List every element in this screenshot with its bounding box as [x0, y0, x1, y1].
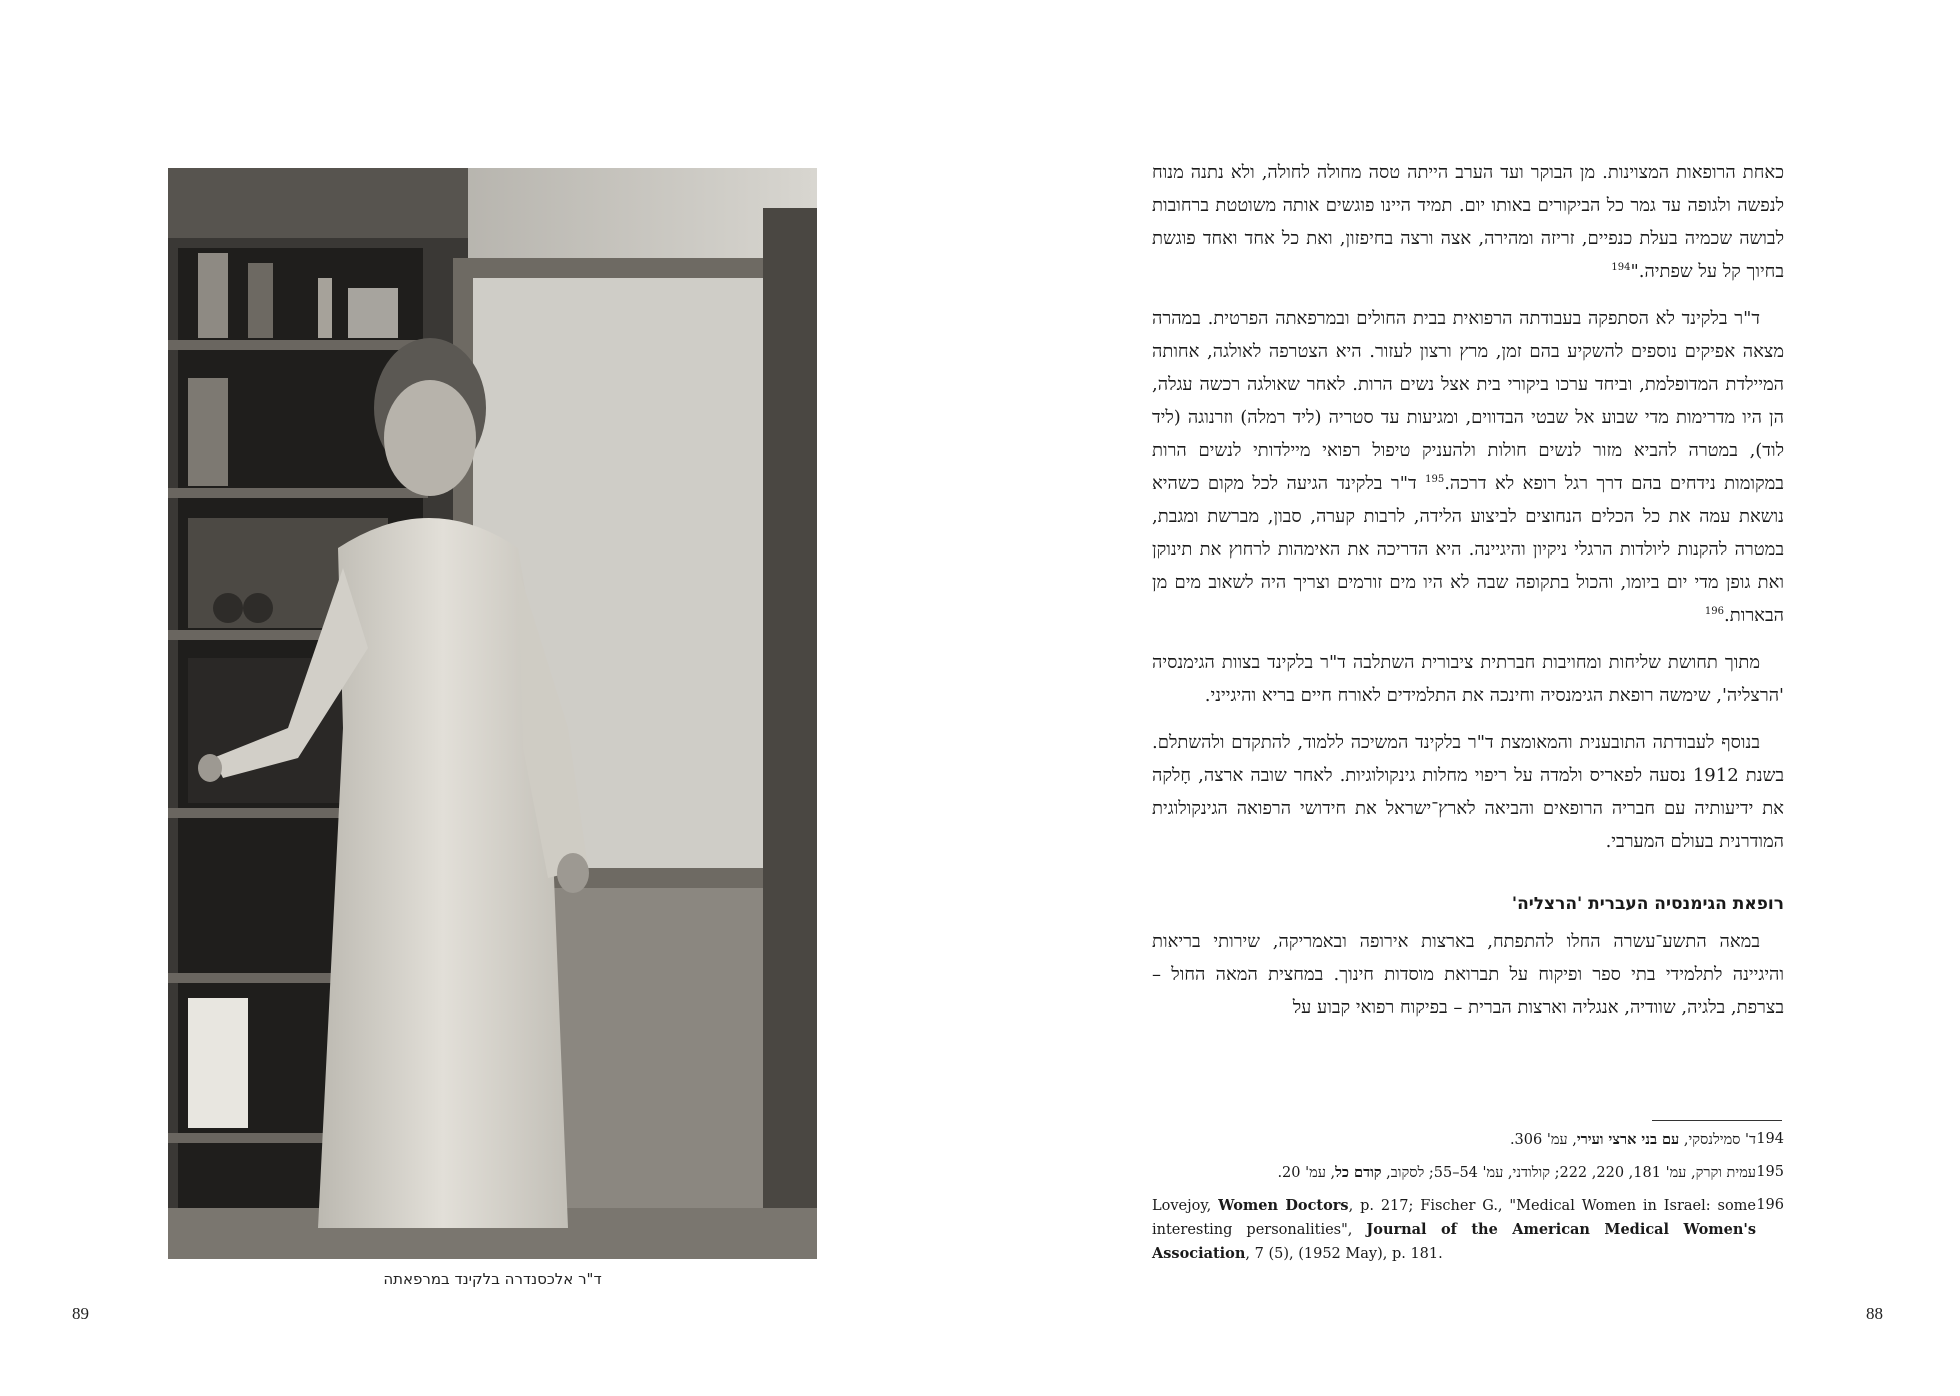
footnote-ref-195[interactable]: 195 — [1425, 474, 1445, 485]
footnote-196 — [1152, 1194, 1784, 1266]
paragraph-2-text: ד"ר בלקינד לא הסתפקה בעבודתה הרפואית בבית החולים ובמרפאתה הפרטית. במהרה מצאה אפיקים נוספים להשקיע בהם זמן, מרץ ורצון לעזור. היא הצטרפה לאולגה, אחותה המיילדת המדופלמת, וביחד ערכו ביקורי בית אצל נשים הרות. לאחר שאולגה רכשה עגלה, הן היו מדרימות מדי שבוע אל שבטי הבדווים, ומגיעות עד סטריה (ליד רמלה) וזרנוגה (ליד לוד), במטרה להביא מזור לנשים חולות ולהעניק טיפול רפואי מיילדותי לנשים הרות במקומות נידחים בהם דרך רגל רופא לא דרכה. — [1152, 308, 1784, 494]
footnote-194-pre: ד' סמילנסקי, — [1679, 1132, 1756, 1148]
footnote-195-pre: עמית וקרק, עמ' 181, 220, 222; קולודני, עמ' 54–55; לסקוב, — [1381, 1165, 1756, 1181]
footnote-number: 195 — [1756, 1164, 1784, 1180]
footnote-196-c: , p. 217; Fischer G., "Medical Women in Israel: some interesting personalities", — [1152, 1198, 1756, 1238]
footnote-ref-194[interactable]: 194 — [1611, 262, 1631, 273]
paragraph-1-text: כאחת הרופאות המצוינות. מן הבוקר ועד הערב הייתה טסה מחולה לחולה, ולא נתנה מנוח לנפשה ולגופה עד גמר כל הביקורים באותו יום. תמיד היינו פוגשים אותה משוטטת ברחובות לבושה שכמיה בעלת כנפיים, זריזה ומהירה, אצה ורצה בחיפזון, ואת כל אחד ואחד פוגשת בחיוך קל על שפתיה." — [1152, 162, 1784, 282]
page-number-left: 89 — [72, 1304, 89, 1323]
footnote-number: 194 — [1756, 1131, 1784, 1147]
photo-dr-belkind — [168, 168, 817, 1259]
paragraph-5: במאה התשע־עשרה החלו להתפתח, בארצות אירופה ובאמריקה, שירותי בריאות והיגיינה לתלמידי בתי ספר ופיקוח על תברואת מוסדות חינוך. במחצית המאה החול – בצרפת, בלגיה, שוודיה, אנגליה וארצות הברית – בפיקוח רפואי קבוע על — [1152, 931, 1784, 1018]
paragraph-3: מתוך תחושת שליחות ומחויבות חברתית ציבורית השתלבה ד"ר בלקינד בצוות הגימנסיה 'הרצליה', שימשה רופאת הגימנסיה וחינכה את התלמידים לאורח חיים בריא והיגייני. — [1152, 652, 1784, 706]
footnote-ref-196[interactable]: 196 — [1704, 606, 1725, 617]
footnote-text — [1152, 1161, 1756, 1185]
footnote-196-journal-title: Journal of the American Medical Women's Association — [1152, 1221, 1756, 1262]
page-number-right: 88 — [1866, 1304, 1883, 1323]
paragraph-4: בנוסף לעבודתה התובענית והמאומצת ד"ר בלקינד המשיכה ללמוד, להתקדם ולהשתלם. בשנת 1912 נסעה לפאריס ולמדה על ריפוי מחלות גינקולוגיות. לאחר שובה ארצה, חָלקה את ידיעותיה עם חבריה הרופאים והביאה לארץ־ישראל את חידושי הרפואה הגינקולוגית המודרנית בעולם המערבי. — [1152, 732, 1784, 852]
footnote-196-book-title: Women Doctors — [1218, 1197, 1349, 1214]
photo-illustration — [168, 168, 817, 1259]
footnotes — [1152, 1128, 1784, 1275]
footnote-divider — [1652, 1120, 1782, 1121]
footnote-text — [1152, 1128, 1756, 1152]
footnote-195-post: , עמ' 20. — [1277, 1165, 1336, 1181]
section-heading: רופאת הגימנסיה העברית 'הרצליה' — [1511, 894, 1784, 914]
main-text — [1152, 156, 1784, 1038]
paragraph-2 — [1152, 302, 1784, 632]
footnote-196-a: Lovejoy, — [1152, 1198, 1219, 1214]
footnote-number: 196 — [1756, 1197, 1784, 1213]
footnote-195-title: קודם כל — [1335, 1164, 1382, 1181]
footnote-194-post: , עמ' 306. — [1509, 1132, 1577, 1148]
paragraph-2b-text: ד"ר בלקינד הגיעה לכל מקום כשהיא נושאת עמה את כל הכלים הנחוצים לביצוע הלידה, לרבות קערה, סבון, מברשת ומגבת, במטרה להקנות ליולדות הרגלי ניקיון והיגיינה. היא הדריכה את האימהות לרחוץ את תינוקן ואת גופן מדי יום ביומו, והכול בתקופה שבה לא היו מים זורמים וצריך היה לשאוב מים מן הבארות. — [1152, 473, 1784, 626]
footnote-text — [1152, 1194, 1756, 1266]
footnote-195 — [1152, 1161, 1784, 1185]
footnote-194-title: עם בני ארצי ועירי — [1576, 1131, 1680, 1148]
paragraph-1 — [1152, 156, 1784, 288]
footnote-196-e: , 7 (5), (1952 May), p. 181. — [1245, 1246, 1443, 1262]
photo-caption: ד"ר אלכסנדרה בלקינד במרפאתה — [383, 1270, 602, 1288]
footnote-194 — [1152, 1128, 1784, 1152]
